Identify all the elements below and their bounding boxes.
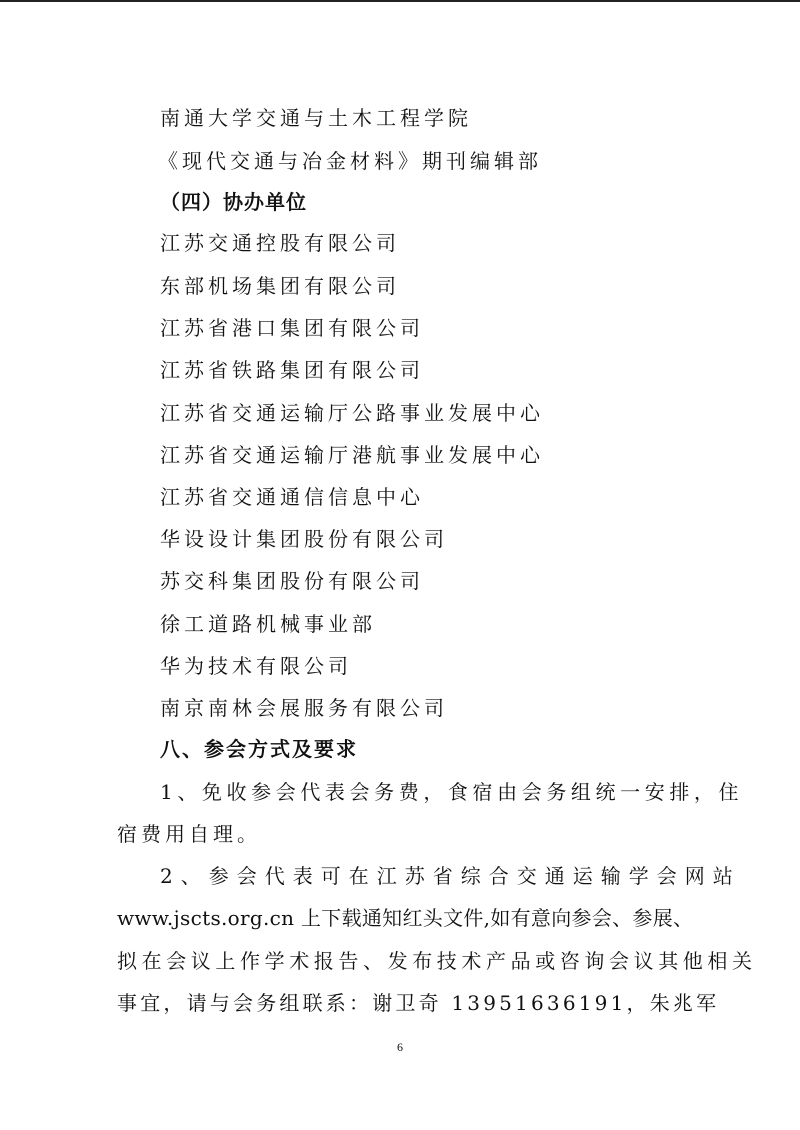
co-organizers-heading: （四）协办单位 [160,190,307,214]
section-8-heading: 八、参会方式及要求 [160,737,358,761]
co-organizer-item: 江苏省交通运输厅公路事业发展中心 [160,401,544,425]
co-organizer-item: 江苏省交通运输厅港航事业发展中心 [160,443,544,467]
co-organizer-item: 华为技术有限公司 [160,654,352,678]
top-border-line [0,0,800,2]
co-organizer-item: 江苏省铁路集团有限公司 [160,358,424,382]
co-organizer-item: 江苏省交通通信信息中心 [160,485,424,509]
co-organizer-item: 苏交科集团股份有限公司 [160,569,424,593]
co-organizer-item: 华设设计集团股份有限公司 [160,527,448,551]
co-organizer-item: 东部机场集团有限公司 [160,274,400,298]
para1-line1: 1、免收参会代表会务费，食宿由会务组统一安排，住 [160,780,744,804]
page-number: 6 [397,1040,403,1054]
para2-line2: www.jscts.org.cn 上下载通知红头文件,如有意向参会、参展、 [117,906,694,930]
co-organizer-item: 徐工道路机械事业部 [160,612,376,636]
para2-line1: 2、参会代表可在江苏省综合交通运输学会网站 [160,864,741,888]
para1-line2: 宿费用自理。 [117,822,261,846]
co-organizer-item: 江苏省港口集团有限公司 [160,316,424,340]
co-organizer-item: 南京南林会展服务有限公司 [160,696,448,720]
para2-line4: 事宜，请与会务组联系：谢卫奇 13951636191，朱兆军 [117,991,720,1015]
co-organizer-item: 江苏交通控股有限公司 [160,231,400,255]
organizer-nantong-university: 南通大学交通与土木工程学院 [160,106,472,130]
organizer-journal-editorial: 《现代交通与冶金材料》期刊编辑部 [158,149,542,173]
para2-line3: 拟在会议上作学术报告、发布技术产品或咨询会议其他相关 [117,949,757,973]
